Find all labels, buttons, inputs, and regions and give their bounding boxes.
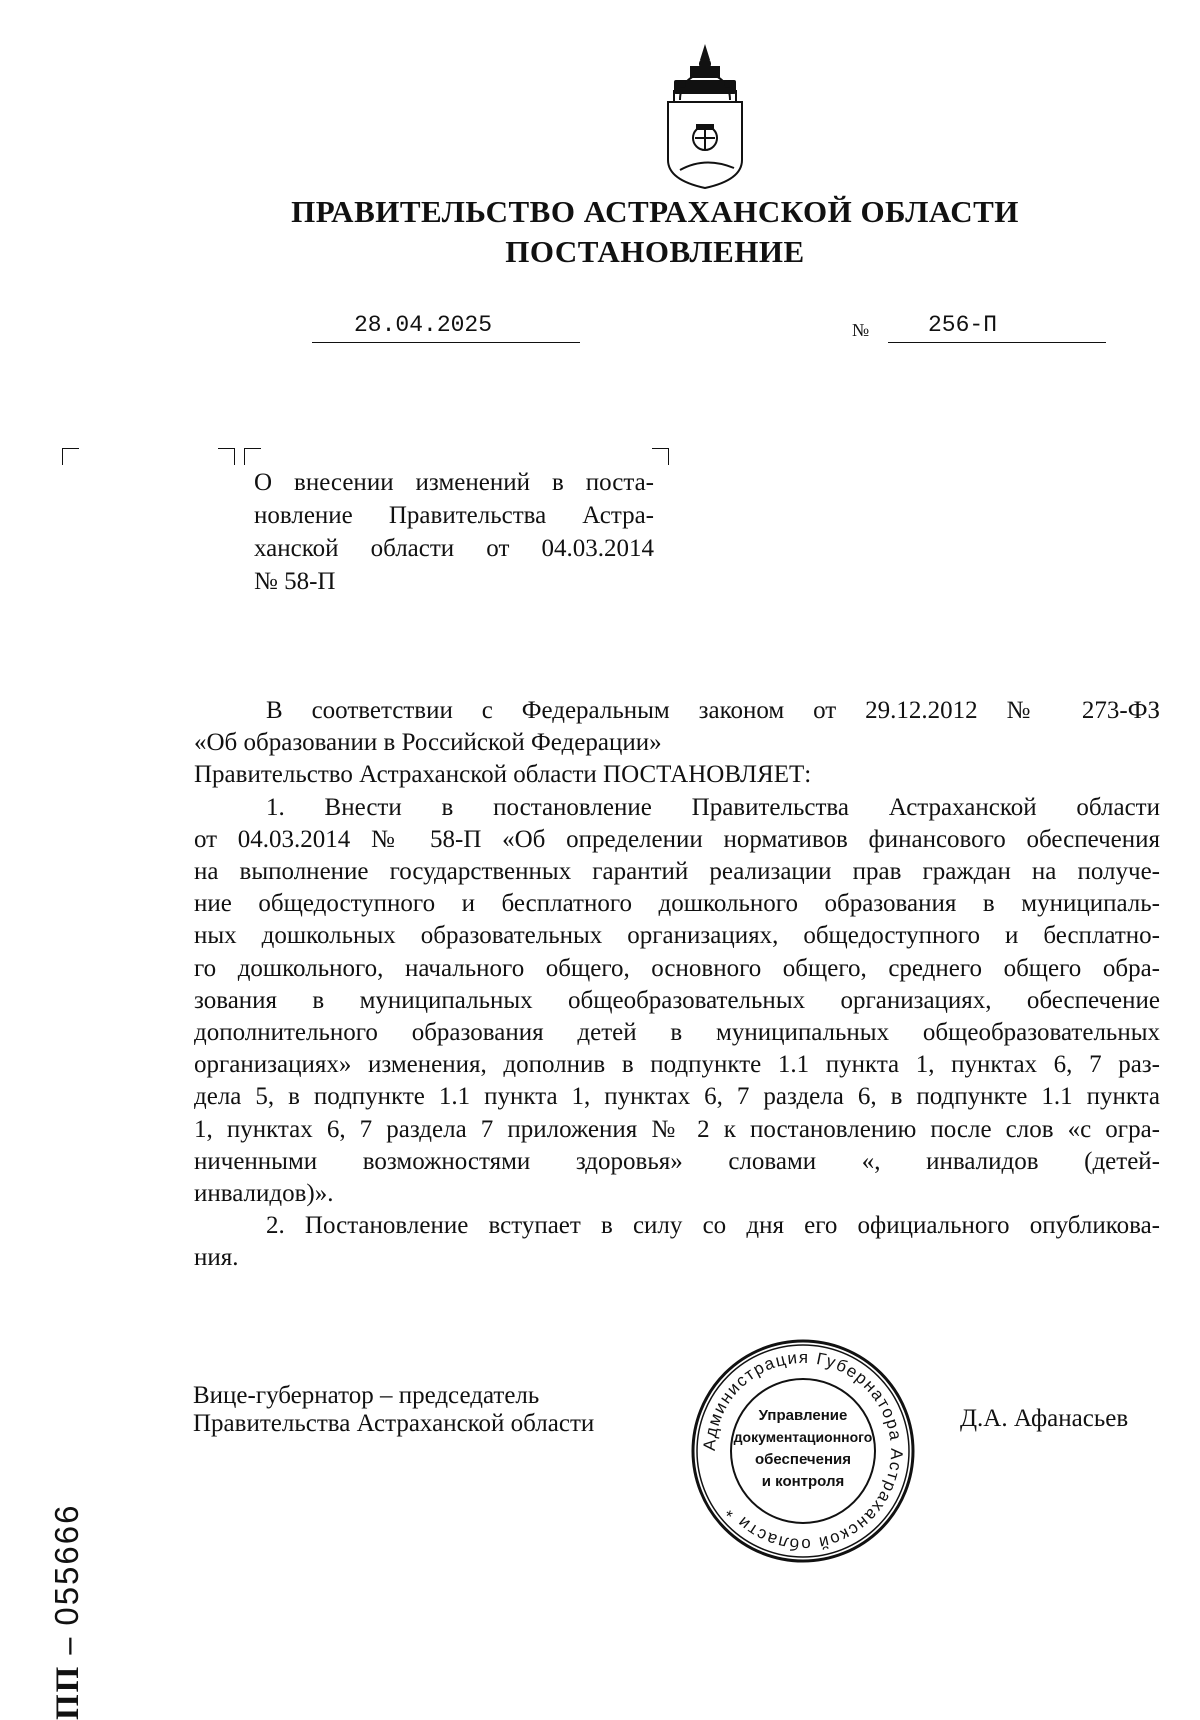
body-line: зования в муниципальных общеобразовательных организациях, обеспечение [194, 986, 1160, 1014]
body-line: го дошкольного, начального общего, основного общего, среднего общего обра- [194, 954, 1160, 982]
subject-line: новление Правительства Астра- [254, 502, 654, 529]
subject-line: О внесении изменений в поста- [254, 469, 654, 496]
stamp-center-line: документационного [733, 1429, 873, 1445]
document-subject [254, 466, 654, 598]
signatory-title-line: Правительства Астраханской области [193, 1410, 595, 1437]
number-underline [888, 342, 1106, 343]
date-underline [312, 342, 580, 343]
document-body [194, 695, 1160, 1275]
stamp-center-line: обеспечения [754, 1451, 852, 1468]
government-title: ПРАВИТЕЛЬСТВО АСТРАХАНСКОЙ ОБЛАСТИ [291, 194, 1019, 229]
subject-line: № 58-П [254, 568, 336, 595]
body-line: ния. [194, 1244, 239, 1272]
subject-corner-mark [218, 448, 235, 465]
body-line: Правительство Астраханской области ПОСТАНОВЛЯЕТ: [194, 761, 812, 789]
body-line: 1, пунктах 6, 7 раздела 7 приложения № 2 к постановлению после слов «с огра- [194, 1115, 1160, 1143]
stamp-center-line: Управление [758, 1407, 848, 1424]
body-line: инвалидов)». [194, 1180, 334, 1208]
subject-corner-mark [652, 448, 669, 465]
signatory-name: Д.А. Афанасьев [960, 1405, 1129, 1432]
body-line: 1. Внести в постановление Правительства Астраханской области [266, 793, 1160, 821]
body-line: ниченными возможностями здоровья» словами «, инвалидов (детей- [194, 1147, 1160, 1175]
body-line: ние общедоступного и бесплатного дошкольного образования в муниципаль- [194, 890, 1160, 918]
number-sign: № [852, 320, 870, 340]
document-number: 256-П [928, 312, 998, 338]
document-type: ПОСТАНОВЛЕНИЕ [505, 234, 805, 269]
body-line: дополнительного образования детей в муниципальных общеобразовательных [194, 1019, 1160, 1047]
document-date: 28.04.2025 [354, 312, 493, 338]
stamp-ring-text: Администрация Губернатора Астраханской области * [699, 1347, 907, 1555]
body-line: от 04.03.2014 № 58-П «Об определении нормативов финансового обеспечения [194, 825, 1160, 853]
official-stamp [688, 1336, 918, 1566]
subject-corner-mark [244, 448, 261, 465]
body-line: на выполнение государственных гарантий реализации прав граждан на получе- [194, 858, 1160, 886]
margin-corner-mark [62, 448, 79, 465]
form-number: 055666 [48, 1503, 85, 1626]
body-line: организациях» изменения, дополнив в подпункте 1.1 пункта 1, пунктах 6, 7 раз- [194, 1051, 1160, 1079]
body-line: В соответствии с Федеральным законом от 29.12.2012 № 273-ФЗ [266, 697, 1160, 724]
subject-line: ханской области от 04.03.2014 [254, 535, 654, 562]
body-line: ных дошкольных образовательных организациях, общедоступного и бесплатно- [194, 922, 1160, 950]
signatory-title-line: Вице-губернатор – председатель [193, 1382, 540, 1409]
body-line: «Об образовании в Российской Федерации» [194, 729, 662, 757]
form-series: ПП – [50, 1625, 86, 1720]
form-serial-number [48, 1450, 88, 1720]
stamp-center-line: и контроля [761, 1473, 845, 1490]
signatory-title [193, 1382, 594, 1438]
coat-of-arms-icon [650, 40, 760, 190]
body-line: дела 5, в подпункте 1.1 пункта 1, пунктах 6, 7 раздела 6, в подпункте 1.1 пункта [194, 1083, 1160, 1111]
body-line: 2. Постановление вступает в силу со дня его официального опубликова- [266, 1212, 1160, 1240]
